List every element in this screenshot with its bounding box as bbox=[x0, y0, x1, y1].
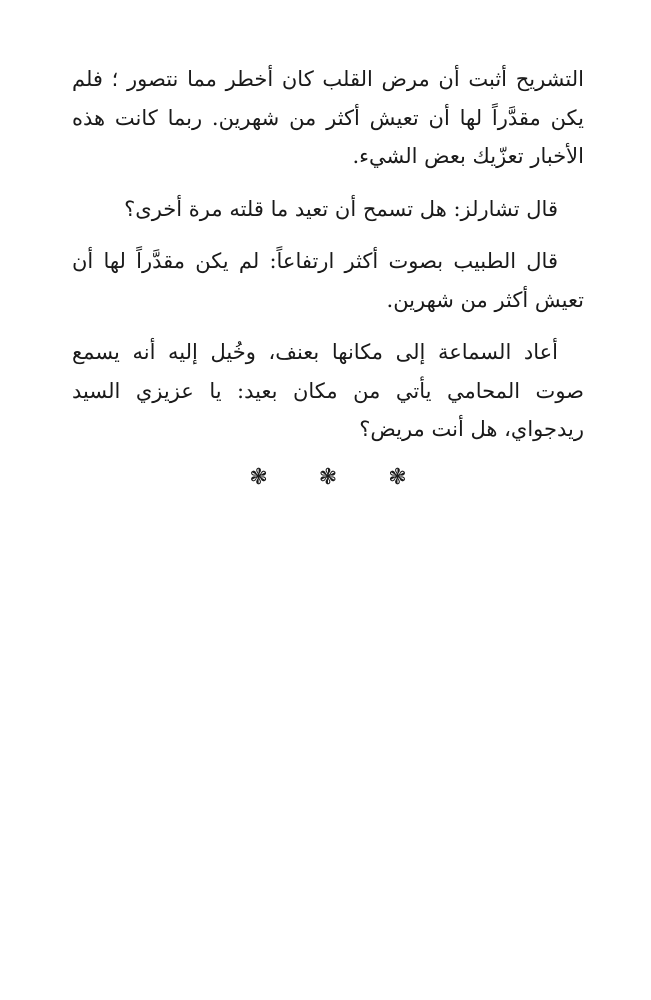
paragraph-autopsy: التشريح أثبت أن مرض القلب كان أخطر مما نتصور ؛ فلم يكن مقدَّراً لها أن تعيش أكثر من شهرين. ربما كانت هذه الأخبار تعزّيك بعض الشيء. bbox=[72, 67, 584, 168]
paragraph-charles-question: قال تشارلز: هل تسمح أن تعيد ما قلته مرة أخرى؟ bbox=[124, 196, 558, 221]
book-page bbox=[72, 60, 584, 493]
paragraph-receiver: أعاد السماعة إلى مكانها بعنف، وخُيل إليه أنه يسمع صوت المحامي يأتي من مكان بعيد: يا عزيزي السيد ريدجواي، هل أنت مريض؟ bbox=[72, 340, 584, 441]
paragraph-doctor-reply: قال الطبيب بصوت أكثر ارتفاعاً: لم يكن مقدَّراً لها أن تعيش أكثر من شهرين. bbox=[72, 249, 584, 312]
section-separator: ❃ ❃ ❃ bbox=[249, 464, 429, 490]
